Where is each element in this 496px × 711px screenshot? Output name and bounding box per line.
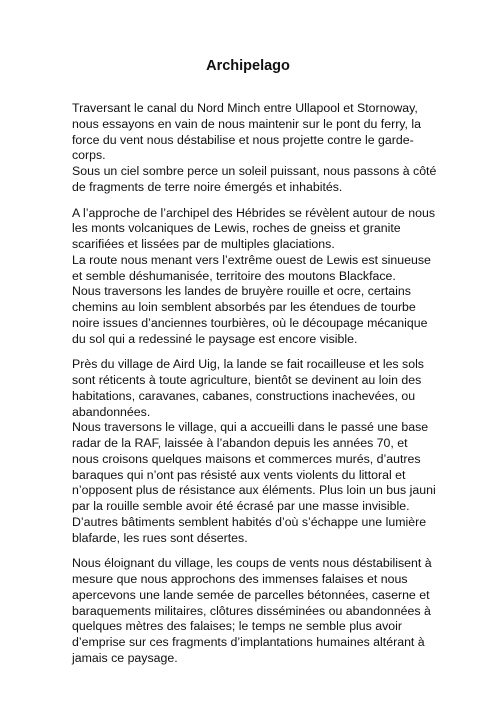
paragraph-line: apercevons une lande semée de parcelles bétonnées, caserne et	[72, 587, 430, 602]
paragraph-line: et semble déshumanisée, territoire des moutons Blackface.	[72, 268, 396, 283]
paragraph-line: d’emprise sur ces fragments d’implantations humaines altérant à	[72, 635, 425, 649]
paragraph-line: abandonnées.	[72, 404, 151, 419]
document-title: Archipelago	[206, 58, 290, 74]
paragraph-line: La route nous menant vers l’extrême ouest de Lewis est sinueuse	[72, 252, 431, 267]
paragraph-line: les monts volcaniques de Lewis, roches de gneiss et granite	[72, 221, 401, 236]
paragraph-line: Près du village de Aird Uig, la lande se fait rocailleuse et les sols	[72, 357, 424, 372]
paragraph-line: radar de la RAF, laissée à l’abandon depuis les années 70, et	[72, 436, 408, 450]
paragraph-line: sont réticents à toute agriculture, bientôt se devinent au loin des	[72, 373, 422, 387]
paragraph-line: Nous traversons le village, qui a accueilli dans le passé une base	[72, 420, 429, 435]
paragraph-line: jamais ce paysage.	[72, 650, 178, 665]
paragraph-line: Nous éloignant du village, les coups de vents nous déstabilisent à	[72, 556, 432, 571]
paragraph-line: quelques mètres des falaises; le temps ne semble plus avoir	[72, 619, 403, 634]
paragraph-line: blafarde, les rues sont désertes.	[72, 530, 248, 545]
paragraph-line: Traversant le canal du Nord Minch entre Ullapool et Stornoway,	[72, 101, 418, 115]
paragraph-line: habitations, caravanes, cabanes, constructions inachevées, ou	[72, 388, 416, 403]
document-body	[72, 101, 437, 677]
paragraph-2	[72, 205, 435, 348]
paragraph-line: du sol qui a redessiné le paysage est encore visible.	[72, 331, 358, 346]
paragraph-line: scarifiées et lissées par de multiples glaciations.	[72, 237, 335, 251]
paragraph-line: noire issues d’anciennes tourbières, où le découpage mécanique	[72, 315, 428, 330]
paragraph-line: baraquements militaires, clôtures disséminées ou abandonnées à	[72, 603, 431, 618]
paragraph-line: A l’approche de l’archipel des Hébrides se révèlent autour de nous	[72, 205, 435, 220]
paragraph-line: Nous traversons les landes de bruyère rouille et ocre, certains	[72, 284, 411, 299]
paragraph-1	[72, 101, 437, 196]
paragraph-line: D’autres bâtiments semblent habités d’où s’échappe une lumière	[72, 514, 427, 529]
paragraph-3	[72, 357, 436, 546]
paragraph-line: par la rouille semble avoir été écrasé par une masse invisible.	[72, 499, 410, 513]
paragraph-line: de fragments de terre noire émergés et inhabités.	[72, 179, 343, 194]
paragraph-line: Sous un ciel sombre perce un soleil puissant, nous passons à côté	[72, 164, 437, 178]
paragraph-line: force du vent nous déstabilise et nous projette contre le garde-	[72, 132, 414, 147]
paragraph-line: nous essayons en vain de nous maintenir sur le pont du ferry, la	[72, 116, 422, 131]
paragraph-line: n’opposent plus de résistance aux éléments. Plus loin un bus jauni	[72, 483, 436, 498]
paragraph-line: chemins au loin semblent absorbés par les étendues de tourbe	[72, 300, 416, 314]
paragraph-line: mesure que nous approchons des immenses falaises et nous	[72, 572, 408, 586]
paragraph-4	[72, 556, 432, 666]
paragraph-line: baraques qui n’ont pas résisté aux vents violents du littoral et	[72, 467, 406, 482]
paragraph-line: corps.	[72, 148, 106, 163]
paragraph-line: nous croisons quelques maisons et commerces murés, d’autres	[72, 451, 421, 466]
